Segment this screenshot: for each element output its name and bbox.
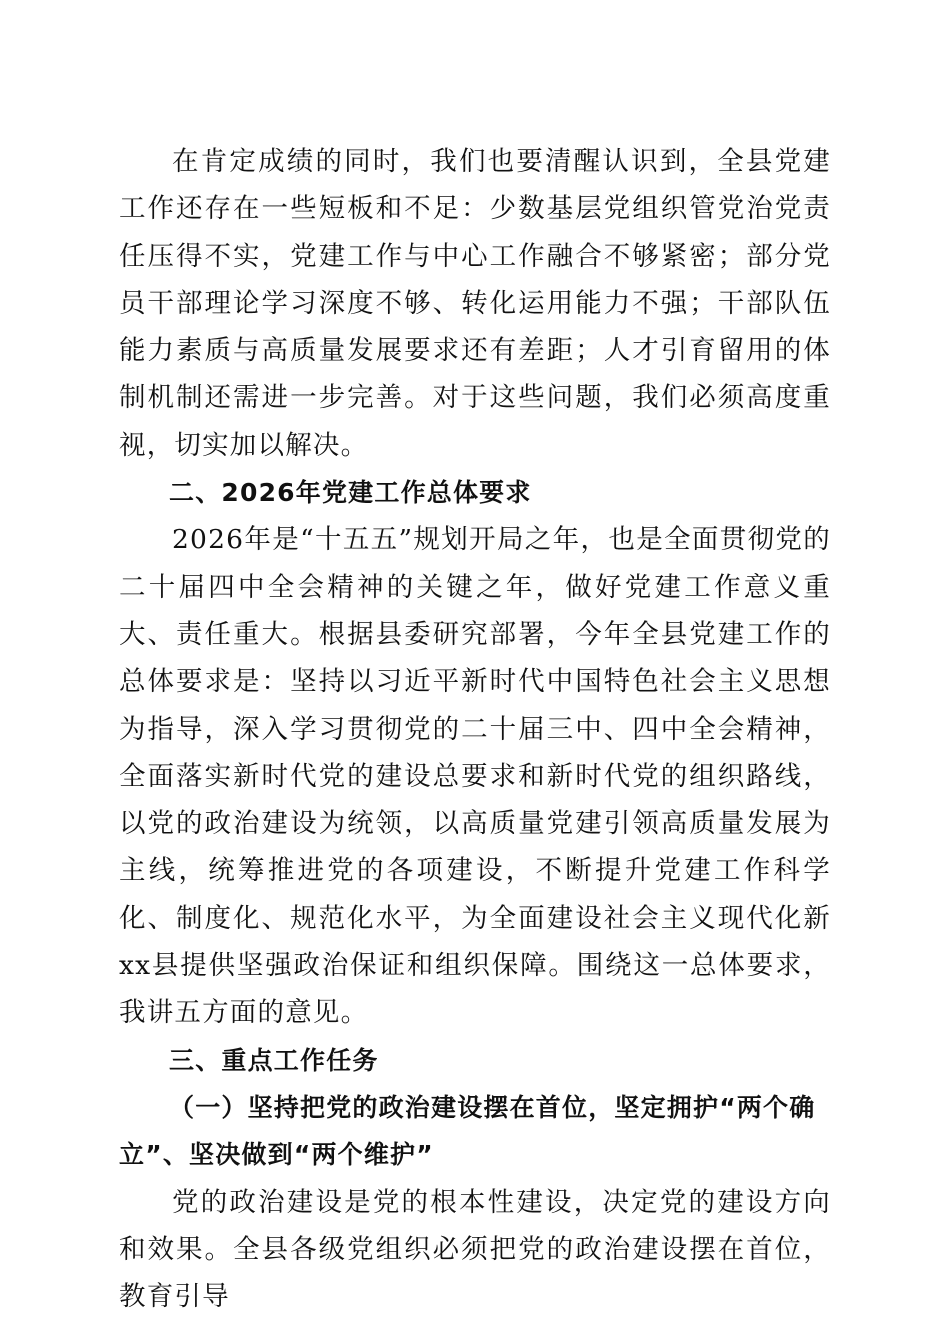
document-body bbox=[119, 138, 831, 1320]
body-paragraph: 在肯定成绩的同时，我们也要清醒认识到，全县党建工作还存在一些短板和不足：少数基层党组织管党治党责任压得不实，党建工作与中心工作融合不够紧密；部分党员干部理论学习深度不够、转化运用能力不强；干部队伍能力素质与高质量发展要求还有差距；人才引育留用的体制机制还需进一步完善。对于这些问题，我们必须高度重视，切实加以解决。 bbox=[119, 146, 831, 461]
subsection-heading: （一）坚持把党的政治建设摆在首位，坚定拥护“两个确立”、坚决做到“两个维护” bbox=[119, 1092, 816, 1170]
section-heading: 三、重点工作任务 bbox=[169, 1045, 379, 1075]
body-paragraph: 2026年是“十五五”规划开局之年，也是全面贯彻党的二十届四中全会精神的关键之年，做好党建工作意义重大、责任重大。根据县委研究部署，今年全县党建工作的总体要求是：坚持以习近平新时代中国特色社会主义思想为指导，深入学习贯彻党的二十届三中、四中全会精神，全面落实新时代党的建设总要求和新时代党的组织路线，以党的政治建设为统领，以高质量党建引领高质量发展为主线，统筹推进党的各项建设，不断提升党建工作科学化、制度化、规范化水平，为全面建设社会主义现代化新xx县提供坚强政治保证和组织保障。围绕这一总体要求，我讲五方面的意见。 bbox=[119, 524, 831, 1029]
body-paragraph: 党的政治建设是党的根本性建设，决定党的建设方向和效果。全县各级党组织必须把党的政治建设摆在首位，教育引导 bbox=[119, 1186, 831, 1313]
section-heading: 二、2026年党建工作总体要求 bbox=[169, 478, 532, 508]
